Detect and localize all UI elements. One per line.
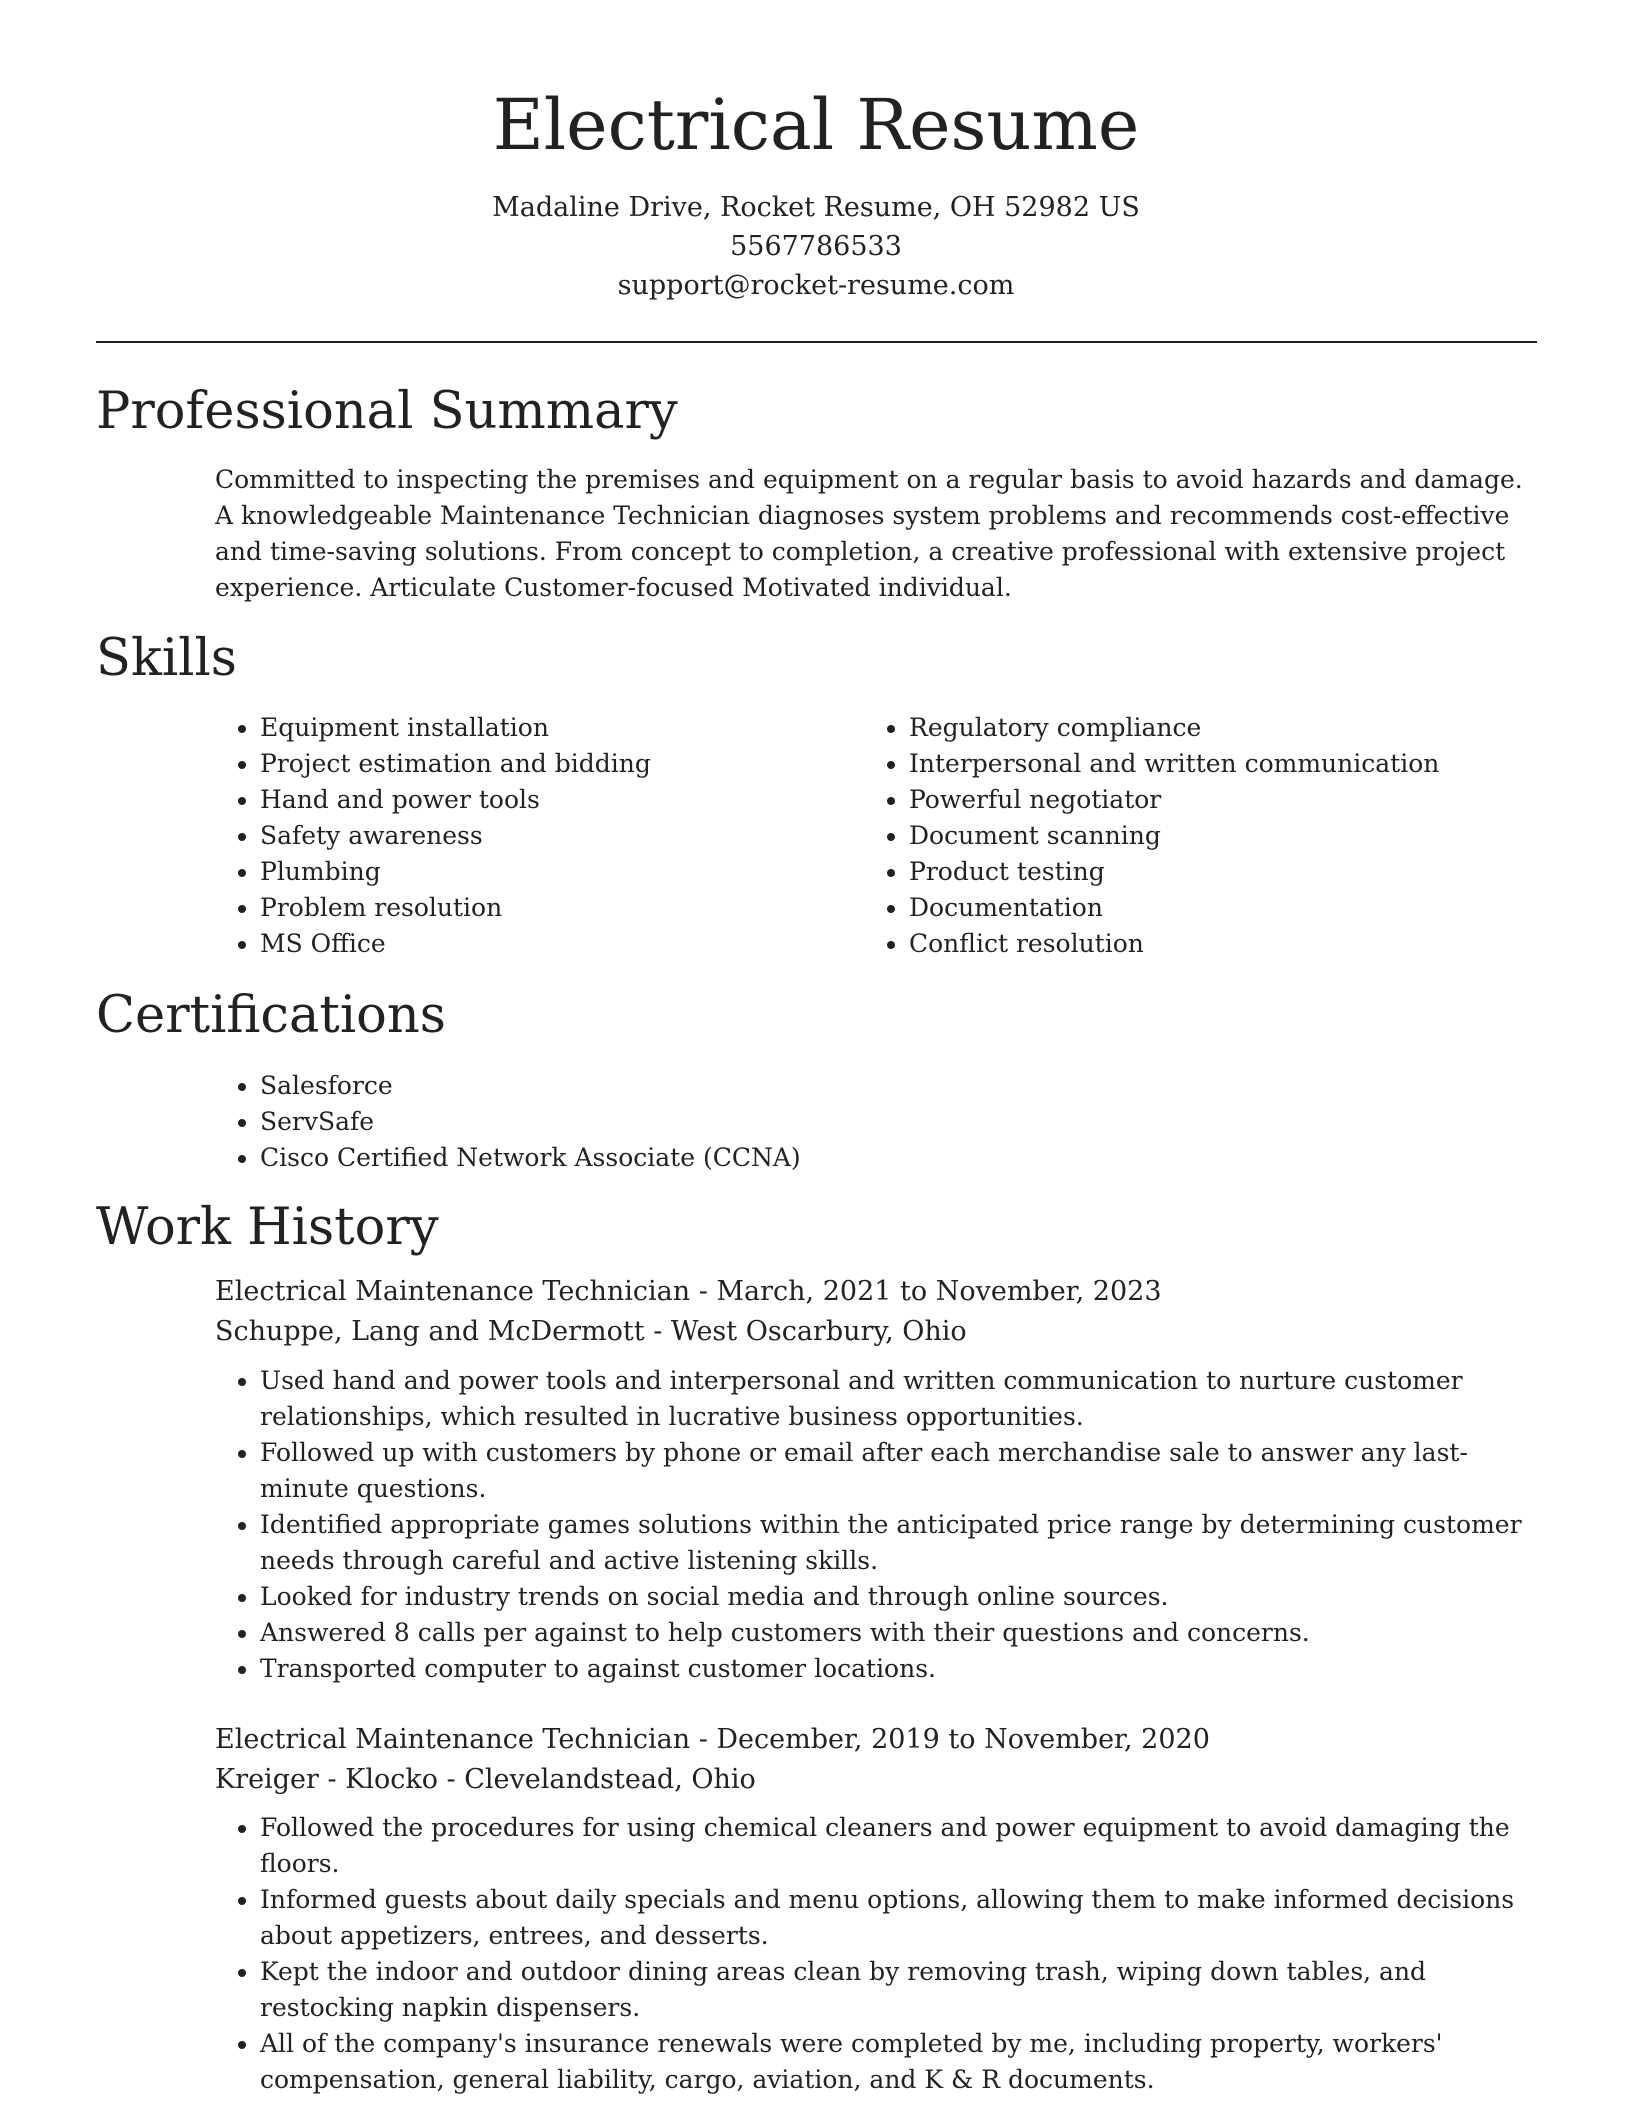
job-bullet-list: [215, 1810, 1535, 2098]
job-bullet-list: [215, 1363, 1535, 1687]
resume-header: [0, 80, 1632, 305]
job-company-line: [215, 1760, 1535, 1800]
job-location: - Clevelandstead, Ohio: [437, 1764, 756, 1795]
skill-item: • Interpersonal and written communication: [909, 746, 1474, 782]
job-dates: - March, 2021 to November, 2023: [690, 1276, 1162, 1307]
section-title-work-history: Work History: [96, 1198, 439, 1257]
skill-item: • Hand and power tools: [260, 782, 825, 818]
certification-item: • ServSafe: [260, 1104, 1115, 1140]
job-company: Kreiger - Klocko: [215, 1764, 438, 1795]
skills-column-right: [864, 710, 1474, 962]
skill-item: • Problem resolution: [260, 890, 825, 926]
job-bullet: • All of the company's insurance renewals were completed by me, including property, workers' compensation, general liability, cargo, aviation, and K & R documents.: [260, 2026, 1535, 2098]
job-bullet: • Looked for industry trends on social media and through online sources.: [260, 1579, 1535, 1615]
section-title-summary: Professional Summary: [96, 382, 678, 441]
skill-item: • Regulatory compliance: [909, 710, 1474, 746]
skill-item: • Project estimation and bidding: [260, 746, 825, 782]
job-company-line: [215, 1312, 1535, 1352]
job-title-line: [215, 1720, 1535, 1760]
contact-email: support@rocket-resume.com: [617, 270, 1015, 301]
job-company: Schuppe, Lang and McDermott: [215, 1316, 645, 1347]
skill-item: • Equipment installation: [260, 710, 825, 746]
job-header: [215, 1720, 1535, 1800]
job-location: - West Oscarbury, Ohio: [644, 1316, 967, 1347]
job-title: Electrical Maintenance Technician: [215, 1724, 691, 1755]
job-responsibilities: [215, 1363, 1535, 1687]
job-bullet: • Followed the procedures for using chemical cleaners and power equipment to avoid damaging the floors.: [260, 1810, 1535, 1882]
skill-item: • Documentation: [909, 890, 1474, 926]
job-bullet: • Transported computer to against customer locations.: [260, 1651, 1535, 1687]
job-bullet: • Used hand and power tools and interpersonal and written communication to nurture customer relationships, which resulted in lucrative business opportunities.: [260, 1363, 1535, 1435]
job-responsibilities: [215, 1810, 1535, 2098]
section-title-skills: Skills: [96, 629, 237, 688]
job-bullet: • Followed up with customers by phone or email after each merchandise sale to answer any last-minute questions.: [260, 1435, 1535, 1507]
contact-info: [0, 188, 1632, 305]
contact-address: Madaline Drive, Rocket Resume, OH 52982 US: [492, 192, 1140, 223]
skill-item: • Safety awareness: [260, 818, 825, 854]
header-divider: [96, 341, 1537, 343]
job-dates: - December, 2019 to November, 2020: [690, 1724, 1210, 1755]
contact-phone: 5567786533: [730, 231, 902, 262]
job-bullet: • Informed guests about daily specials and menu options, allowing them to make informed decisions about appetizers, entrees, and desserts.: [260, 1882, 1535, 1954]
certifications-block: [215, 1068, 1115, 1176]
skill-item: • Conflict resolution: [909, 926, 1474, 962]
skills-list-right: [864, 710, 1474, 962]
skills-list-left: [215, 710, 825, 962]
skill-item: • MS Office: [260, 926, 825, 962]
job-title-line: [215, 1272, 1535, 1312]
certification-item: • Cisco Certified Network Associate (CCNA): [260, 1140, 1115, 1176]
skill-item: • Document scanning: [909, 818, 1474, 854]
resume-name: Electrical Resume: [492, 84, 1140, 166]
summary-text: Committed to inspecting the premises and equipment on a regular basis to avoid hazards and damage. A knowledgeable Maintenance Technician diagnoses system problems and recommends cost-effective and time-saving solutions. From concept to completion, a creative professional with extensive project experience. Articulate Customer-focused Motivated individual.: [215, 465, 1523, 602]
skills-column-left: [215, 710, 825, 962]
job-header: [215, 1272, 1535, 1352]
job-bullet: • Identified appropriate games solutions within the anticipated price range by determining customer needs through careful and active listening skills.: [260, 1507, 1535, 1579]
section-title-certifications: Certifications: [96, 986, 446, 1045]
certifications-list: [215, 1068, 1115, 1176]
skill-item: • Powerful negotiator: [909, 782, 1474, 818]
skill-item: • Product testing: [909, 854, 1474, 890]
job-bullet: • Answered 8 calls per against to help customers with their questions and concerns.: [260, 1615, 1535, 1651]
skill-item: • Plumbing: [260, 854, 825, 890]
job-title: Electrical Maintenance Technician: [215, 1276, 691, 1307]
job-bullet: • Kept the indoor and outdoor dining areas clean by removing trash, wiping down tables, and restocking napkin dispensers.: [260, 1954, 1535, 2026]
certification-item: • Salesforce: [260, 1068, 1115, 1104]
